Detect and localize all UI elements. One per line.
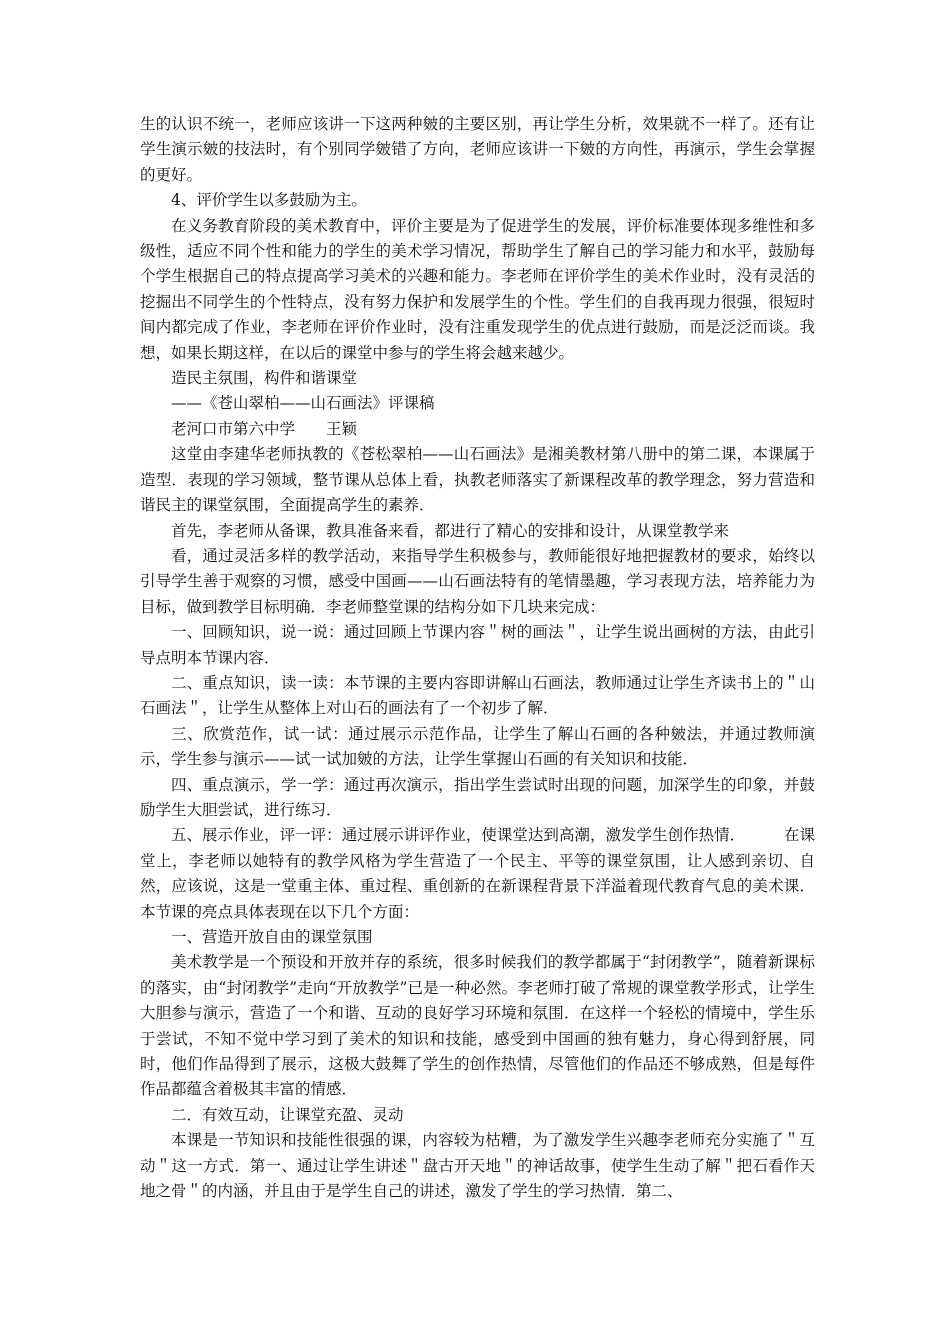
paragraph: 看，通过灵活多样的教学活动，来指导学生积极参与，教师能很好地把握教材的要求，始终以引导学生善于观察的习惯，感受中国画——山石画法特有的笔情墨趣，学习表现方法，培养能力为目标，做到教学目标明确．李老师整堂课的结构分如下几块来完成： [140, 546, 815, 616]
author-line: 老河口市第六中学 王颖 [171, 419, 358, 438]
paragraph: 在义务教育阶段的美术教育中，评价主要是为了促进学生的发展，评价标准要体现多维性和多级性，适应不同个性和能力的学生的美术学习情况，帮助学生了解自己的学习能力和水平，鼓励每个学生根据自己的特点提高学习美术的兴趣和能力。李老师在评价学生的美术作业时，没有灵活的挖掘出不同学生的个性特点，没有努力保护和发展学生的个性。学生们的自我再现力很强，很短时间内都完成了作业，李老师在评价作业时，没有注重发现学生的优点进行鼓励，而是泛泛而谈。我想，如果长期这样，在以后的课堂中参与的学生将会越来越少。 [140, 216, 815, 362]
paragraph: 4、评价学生以多鼓励为主。 [171, 191, 367, 210]
section-subtitle: ——《苍山翠柏——山石画法》评课稿 [171, 394, 435, 413]
paragraph: 这堂由李建华老师执教的《苍松翠柏——山石画法》是湘美教材第八册中的第二课，本课属于造型．表现的学习领域，整节课从总体上看，执教老师落实了新课程改革的教学理念，努力营造和谐民主的课堂氛围，全面提高学生的素养． [140, 445, 815, 515]
paragraph: 一、回顾知识，说一说：通过回顾上节课内容＂树的画法＂，让学生说出画树的方法，由此引导点明本节课内容． [140, 623, 815, 667]
paragraph: 本课是一节知识和技能性很强的课，内容较为枯糟，为了激发学生兴趣李老师充分实施了＂互动＂这一方式．第一、通过让学生讲述＂盘古开天地＂的神话故事，使学生生动了解＂把石看作天地之骨＂的内涵，并且由于是学生自己的讲述，激发了学生的学习热情．第二、 [140, 1131, 815, 1201]
paragraph: 生的认识不统一，老师应该讲一下这两种皴的主要区别，再让学生分析，效果就不一样了。还有让学生演示皴的技法时，有个别同学皴错了方向，老师应该讲一下皴的方向性，再演示，学生会掌握的更好。 [140, 115, 815, 184]
paragraph: 三、欣赏范作，试一试：通过展示示范作品，让学生了解山石画的各种皴法，并通过教师演示，学生参与演示——试一试加皴的方法，让学生掌握山石画的有关知识和技能． [140, 724, 815, 769]
subheading: 二．有效互动，让课堂充盈、灵动 [171, 1105, 404, 1124]
section-title: 造民主氛围，构件和谐课堂 [171, 369, 358, 388]
paragraph: 四、重点演示，学一学：通过再次演示，指出学生尝试时出现的问题，加深学生的印象，并鼓励学生大胆尝试，进行练习． [140, 775, 815, 819]
paragraph: 首先，李老师从备课，教具准备来看，都进行了精心的安排和设计，从课堂教学来 [171, 521, 730, 540]
paragraph: 美术教学是一个预设和开放并存的系统，很多时候我们的教学都属于“封闭教学”，随着新课标的落实，由“封闭教学”走向“开放教学”已是一种必然。李老师打破了常规的课堂教学形式，让学生大胆参与演示，营造了一个和谐、互动的良好学习环境和氛围．在这样一个轻松的情境中，学生乐于尝试，不知不觉中学习到了美术的知识和技能，感受到中国画的独有魅力，身心得到舒展，同时，他们作品得到了展示，这极大鼓舞了学生的创作热情，尽管他们的作品还不够成熟，但是每件作品都蕴含着极其丰富的情感． [140, 953, 815, 1099]
subheading: 一、营造开放自由的课堂氛围 [171, 928, 373, 946]
paragraph: 二、重点知识，读一读：本节课的主要内容即讲解山石画法，教师通过让学生齐读书上的＂山石画法＂，让学生从整体上对山石的画法有了一个初步了解． [140, 673, 815, 718]
paragraph: 五、展示作业，评一评：通过展示讲评作业，使课堂达到高潮，激发学生创作热情． 在课堂上，李老师以她特有的教学风格为学生营造了一个民主、平等的课堂氛围，让人感到亲切、自然，应该说，这是一堂重主体、重过程、重创新的在新课程背景下洋溢着现代教育气息的美术课．本节课的亮点具体表现在以下几个方面： [140, 826, 815, 921]
document-page [140, 112, 815, 1204]
